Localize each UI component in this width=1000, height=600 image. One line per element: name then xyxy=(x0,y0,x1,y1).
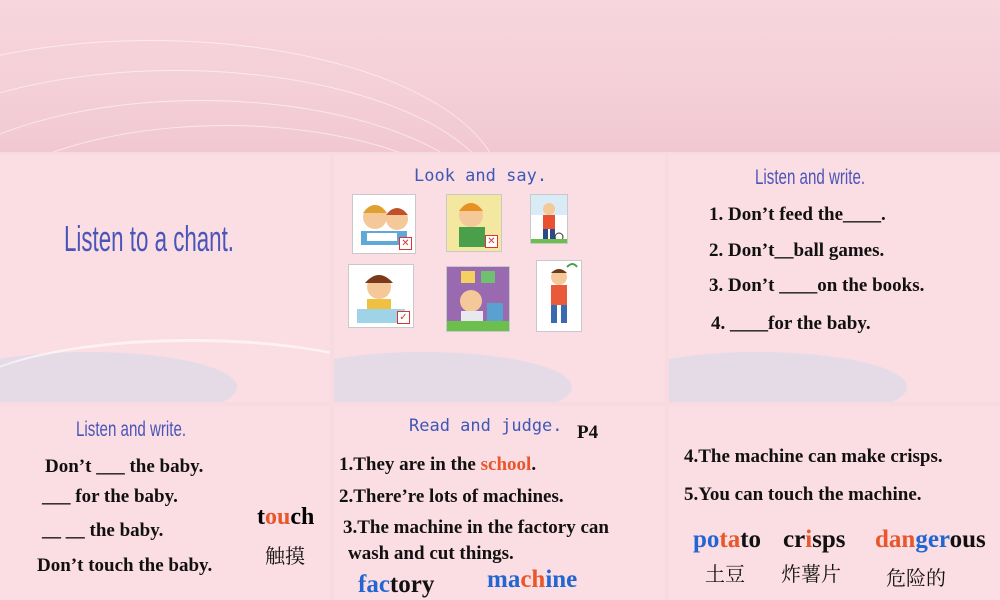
word-part: sps xyxy=(812,526,846,553)
word-part: ma xyxy=(487,566,521,593)
look-and-say-title: Look and say. xyxy=(414,166,548,186)
chant-line-2: ___ for the baby. xyxy=(42,486,178,507)
statement-text: 1.They are in the xyxy=(339,454,481,475)
listen-write-title: Listen and write. xyxy=(755,166,866,189)
word-part: tory xyxy=(389,571,435,598)
statement-2: 2.There’re lots of machines. xyxy=(339,486,564,507)
word-part-highlight: ta xyxy=(719,526,741,553)
chant-title: Listen to a chant. xyxy=(64,218,234,259)
exercise-line-1: 1. Don’t feed the____. xyxy=(709,204,886,225)
statement-3a: 3.The machine in the factory can xyxy=(343,517,609,538)
vocab-potato-chinese: 土豆 xyxy=(705,562,745,586)
word-part: ch xyxy=(290,504,315,530)
exercise-line-3: 3. Don’t ____on the books. xyxy=(709,275,925,296)
word-part: cr xyxy=(783,526,806,553)
word-part: dan xyxy=(875,526,916,553)
decor-wave xyxy=(0,339,330,402)
word-part: t xyxy=(257,504,265,530)
vocab-potato xyxy=(693,526,761,554)
picture-boy-eating xyxy=(446,194,502,252)
boy-walking-illustration xyxy=(537,261,581,331)
statement-text: . xyxy=(531,454,537,475)
decor-wave xyxy=(334,352,572,402)
chant-line-1: Don’t ___ the baby. xyxy=(45,456,204,477)
top-banner xyxy=(0,0,1000,152)
word-part: to xyxy=(740,526,762,553)
panel-statements-vocab xyxy=(669,406,1000,600)
chant-line-3: __ __ the baby. xyxy=(42,520,164,541)
word-part: ous xyxy=(949,526,986,553)
vocab-machine xyxy=(487,566,577,594)
cross-mark-icon: ✕ xyxy=(399,237,412,250)
vocab-dangerous-chinese: 危险的 xyxy=(886,566,946,590)
ball-games-illustration xyxy=(531,195,567,243)
baby-room-illustration xyxy=(447,267,509,331)
word-part-highlight: ou xyxy=(265,504,291,530)
page-number: P4 xyxy=(577,422,599,443)
vocab-crisps xyxy=(783,526,846,554)
check-mark-icon: ✓ xyxy=(397,311,410,324)
exercise-line-2: 2. Don’t__ball games. xyxy=(709,240,885,261)
panel-chant xyxy=(0,154,330,402)
listen-write-title: Listen and write. xyxy=(76,418,187,441)
statement-3b: wash and cut things. xyxy=(348,543,514,564)
vocab-factory xyxy=(358,571,434,599)
chant-line-4: Don’t touch the baby. xyxy=(37,555,213,576)
statement-highlight: school xyxy=(480,454,532,475)
panel-listen-write-2 xyxy=(0,406,330,600)
picture-baby-room xyxy=(446,266,510,332)
decor-wave xyxy=(669,352,907,402)
vocab-touch-chinese: 触摸 xyxy=(265,544,305,568)
panel-look-and-say xyxy=(334,154,665,402)
word-part: po xyxy=(693,526,720,553)
word-part: ine xyxy=(545,566,578,593)
word-part: ger xyxy=(915,526,950,553)
vocab-crisps-chinese: 炸薯片 xyxy=(781,562,841,586)
panel-listen-write-1 xyxy=(669,154,1000,402)
word-part-highlight: ch xyxy=(520,566,546,593)
cross-mark-icon: ✕ xyxy=(485,235,498,248)
word-part: fac xyxy=(358,571,390,598)
picture-ball-games xyxy=(530,194,568,244)
statement-5: 5.You can touch the machine. xyxy=(684,484,922,505)
picture-kids-reading xyxy=(352,194,416,254)
statement-1 xyxy=(339,454,536,476)
read-judge-title: Read and judge. xyxy=(409,416,563,436)
picture-girl-washing xyxy=(348,264,414,328)
panel-read-judge xyxy=(334,406,665,600)
exercise-line-4: 4. ____for the baby. xyxy=(711,313,871,334)
statement-4: 4.The machine can make crisps. xyxy=(684,446,943,467)
vocab-touch xyxy=(257,504,314,531)
picture-boy-walking xyxy=(536,260,582,332)
word-part-highlight: i xyxy=(805,526,813,553)
vocab-dangerous xyxy=(875,526,986,554)
